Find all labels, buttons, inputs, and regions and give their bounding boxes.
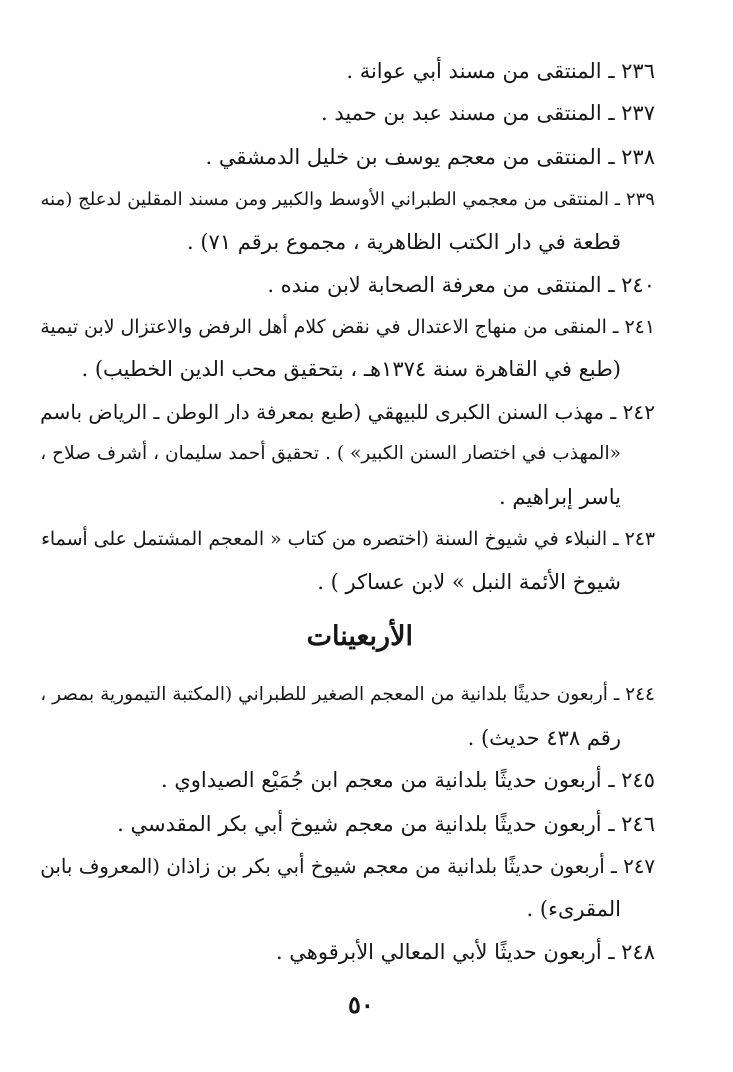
entry-247-line-2: المقرىء) . xyxy=(526,897,621,921)
entry-247-line-1: ٢٤٧ ـ أربعون حديثًا بلدانية من معجم شيوخ أبي بكر بن زاذان (المعروف بابن xyxy=(40,855,655,878)
entry-239-line-1: ٢٣٩ ـ المنتقى من معجمي الطبراني الأوسط والكبير ومن مسند المقلين لدعلج (منه xyxy=(40,189,655,210)
entry-238-line-1: ٢٣٨ ـ المنتقى من معجم يوسف بن خليل الدمشقي . xyxy=(205,145,655,169)
entry-237-line-1: ٢٣٧ ـ المنتقى من مسند عبد بن حميد . xyxy=(320,101,655,125)
entry-244-line-2: رقم ٤٣٨ حديث) . xyxy=(467,726,621,750)
entry-241-line-1: ٢٤١ ـ المنقى من منهاج الاعتدال في نقض كلام أهل الرفض والاعتزال لابن تيمية xyxy=(40,316,655,338)
entry-246-line-1: ٢٤٦ ـ أربعون حديثًا بلدانية من معجم شيوخ أبي بكر المقدسي . xyxy=(117,812,655,836)
entry-236-line-1: ٢٣٦ ـ المنتقى من مسند أبي عوانة . xyxy=(346,59,655,83)
entry-241-line-2: (طبع في القاهرة سنة ١٣٧٤هـ ، بتحقيق محب الدين الخطيب) . xyxy=(81,357,621,381)
entry-242-line-3: ياسر إبراهيم . xyxy=(499,485,621,509)
entry-243-line-1: ٢٤٣ ـ النبلاء في شيوخ السنة (اختصره من كتاب « المعجم المشتمل على أسماء xyxy=(41,528,655,550)
entry-240-line-1: ٢٤٠ ـ المنتقى من معرفة الصحابة لابن منده . xyxy=(267,273,655,297)
entry-244-line-1: ٢٤٤ ـ أربعون حديثًا بلدانية من المعجم الصغير للطبراني (المكتبة التيمورية بمصر ، xyxy=(40,684,655,705)
entry-248-line-1: ٢٤٨ ـ أربعون حديثًا لأبي المعالي الأبرقوهي . xyxy=(275,940,655,964)
section-heading: الأربعينات xyxy=(306,621,413,652)
entry-245-line-1: ٢٤٥ ـ أربعون حديثًا بلدانية من معجم ابن جُمَيْع الصيداوي . xyxy=(161,768,655,792)
entry-243-line-2: شيوخ الأئمة النبل » لابن عساكر ) . xyxy=(317,570,621,594)
entry-242-line-1: ٢٤٢ ـ مهذب السنن الكبرى للبيهقي (طبع بمعرفة دار الوطن ـ الرياض باسم xyxy=(40,400,655,424)
entry-242-line-2: «المهذب في اختصار السنن الكبير» ) . تحقيق أحمد سليمان ، أشرف صلاح ، xyxy=(40,443,621,464)
page-number: ٥٠ xyxy=(348,990,374,1019)
entry-239-line-2: قطعة في دار الكتب الظاهرية ، مجموع برقم ٧١) . xyxy=(187,230,621,254)
